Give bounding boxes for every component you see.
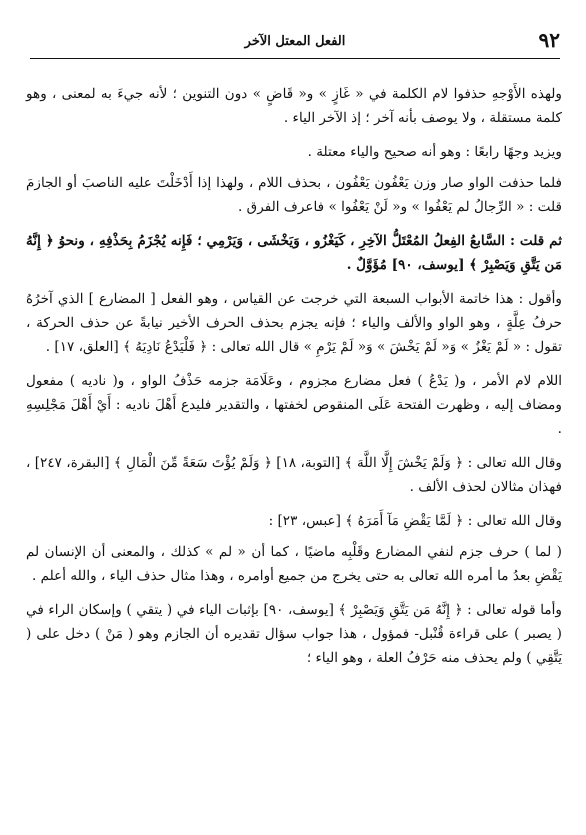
paragraph: وقال الله تعالى : ﴿ لَمَّا يَقْضِ مَآ أَمَرَهُ ﴾ [عبس، ٢٣] :	[268, 513, 562, 529]
page-number: ٩٢	[538, 28, 560, 52]
paragraph: فلما حذفت الواو صار وزن يَعْفُون يَعْفُون ، بحذف اللام ، ولهذا إذا أَدْخَلْتَ عليه الناصبَ أو الجازمَ قلت : « الرِّجالُ لم يَعْفُوا » و« لَنْ يَعْفُوا » فاعرف الفرق .	[26, 175, 562, 215]
matn-paragraph: ثم قلت : السَّابعُ الفِعلُ المُعْتَلُّ الآخِرِ ، كَيَغْزُو ، وَيَخْشَى ، وَيَرْمِي ؛ فَإِنه يُجْزَمُ بِحَذْفِهِ ، ونحوُ ﴿ إِنَّهُ مَن يَتَّقِ وَيَصْبِرْ ﴾ [يوسف، ٩٠] مُؤَوَّلٌ .	[26, 233, 562, 273]
paragraph: وقال الله تعالى : ﴿ وَلَمْ يَخْشَ إِلَّا اللَّهَ ﴾ [التوبة، ١٨] ﴿ وَلَمْ يُؤْتَ سَعَةً مِّنَ الْمَالِ ﴾ [البقرة، ٢٤٧] ، فهذان مثالان لحذف الألف .	[26, 455, 562, 495]
running-title: الفعل المعتل الآخر	[244, 34, 346, 49]
paragraph: اللام لام الأمر ، و( يَدْعُ ) فعل مضارع مجزوم ، وعَلَامَة جزمه حَذْفُ الواو ، و( ناديه ) مفعول ومضاف إليه ، وظهرت الفتحة عَلَى المنقوص لخفتها ، والتقدير فليدع أَهْلَ ناديه : أَيْ أَهْلَ مَجْلِسِهِ .	[26, 373, 562, 437]
paragraph: وأما قوله تعالى : ﴿ إِنَّهُ مَن يَتَّقِ وَيَصْبِرْ ﴾ [يوسف، ٩٠] بإثبات الياء في ( يتقي ) وإسكان الراء في ( يصبر ) على قراءة قُنْبل- فمؤول ، هذا جواب سؤال تقديره أن الجازم وهو ( مَنْ ) دخل على ( يَتَّقِي ) ولم يحذف منه حَرْفُ العلة ، وهو الياء ؛	[26, 602, 562, 666]
paragraph: ( لما ) حرف جزم لنفي المضارع وقَلْبِه ماضيًا ، كما أن « لم » كذلك ، والمعنى أن الإنسان لم يَقْضِ بعدُ ما أمره الله تعالى به حتى يخرج من جميع أوامره ، وهذا مثال حذف الياء ، والله أعلم .	[26, 544, 562, 584]
page-body	[26, 82, 562, 680]
paragraph: ويزيد وجهًا رابعًا : وهو أنه صحيح والياء معتلة .	[307, 144, 562, 160]
paragraph: ولهذه الأَوْجهِ حذفوا لام الكلمة في « غَازٍ » و« قَاضٍ » دون التنوين ؛ لأنه جيءَ به لمعنى ، وهو كلمة مستقلة ، ولا يوصف بأنه آخر ؛ إذ الآخر الياء .	[26, 86, 562, 126]
paragraph: وأقول : هذا خاتمة الأبواب السبعة التي خرجت عن القياس ، وهو الفعل [ المضارع ] الذي آخرُهُ حرفُ عِلَّةٍ ، وهو الواو والألف والياء ؛ فإنه يجزم بحذف الحرف الأخير نيابةً عن حذف الحركة ، تقول : « لَمْ يَغْزُ » وَ« لَمْ يَخْشَ » وَ« لَمْ يَرْمِ » قال الله تعالى : ﴿ فَلْيَدْعُ نَادِيَهُ ﴾ [العلق، ١٧] .	[26, 291, 562, 355]
page-header	[30, 28, 560, 56]
header-rule	[30, 58, 560, 59]
